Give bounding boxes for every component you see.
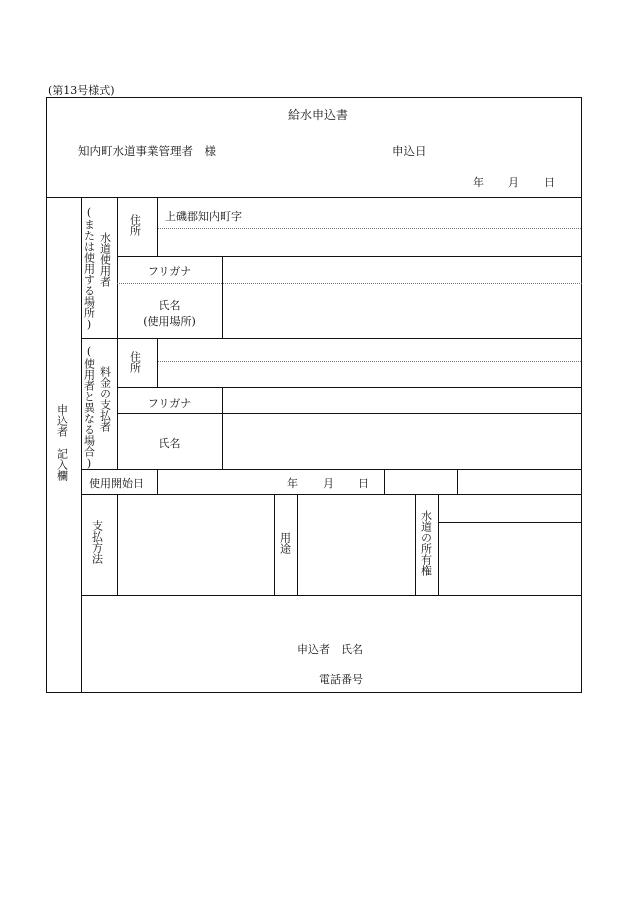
payer-section-main: 料金の支払者 — [98, 366, 112, 432]
payer-furigana-label: フリガナ — [147, 397, 192, 410]
application-date-label: 申込日 — [392, 144, 427, 158]
phone-number-label: 電話番号 — [319, 673, 363, 686]
applicant-column-divider — [81, 197, 82, 693]
water-user-furigana-label: フリガナ — [147, 265, 192, 278]
start-date-label: 使用開始日 — [89, 477, 144, 490]
start-date-month-unit: 月 — [323, 477, 334, 490]
payer-address-field[interactable] — [160, 341, 580, 385]
water-user-address-label: 住所 — [128, 214, 142, 236]
water-user-address-divider — [157, 197, 158, 256]
form-title: 給水申込書 — [288, 108, 349, 122]
usage-right-divider — [297, 494, 298, 595]
ownership-field-bottom[interactable] — [440, 525, 580, 593]
form-number: (第13号様式) — [48, 84, 115, 97]
payer-address-label: 住所 — [128, 351, 142, 373]
payment-method-label: 支払方法 — [90, 520, 104, 564]
header-divider — [46, 197, 582, 198]
payer-section-sub: (使用者と異なる場合) — [82, 345, 96, 470]
start-date-divider-2 — [457, 469, 458, 494]
water-user-name-sub-label: (使用場所) — [143, 315, 196, 328]
payer-name-label: 氏名 — [158, 437, 181, 450]
start-date-day-unit: 日 — [358, 477, 369, 490]
application-date-day-unit: 日 — [544, 176, 555, 189]
application-date-month-unit: 月 — [508, 176, 519, 189]
usage-left-divider — [274, 494, 275, 595]
usage-row-bottom-line — [81, 595, 582, 596]
usage-field[interactable] — [299, 497, 413, 593]
water-user-address-dotted-line — [158, 228, 581, 229]
water-ownership-label: 水道の所有権 — [419, 510, 433, 576]
water-user-section-main: 水道使用者 — [98, 232, 112, 287]
water-user-name-label: 氏名 — [158, 299, 181, 312]
payer-furigana-top-line — [117, 387, 582, 388]
usage-label: 用途 — [278, 532, 292, 554]
water-user-section-sub: (または使用する場所) — [82, 206, 96, 331]
water-user-address-value[interactable]: 上磯郡知内町字 — [165, 210, 242, 223]
water-user-furigana-top-line — [117, 256, 582, 257]
addressee: 知内町水道事業管理者 様 — [78, 144, 216, 158]
start-date-divider-1 — [384, 469, 385, 494]
application-date-year-unit: 年 — [473, 176, 484, 189]
ownership-split-line — [438, 522, 582, 523]
payment-method-divider — [117, 494, 118, 595]
payment-method-field[interactable] — [119, 497, 273, 593]
applicant-name-label: 申込者 氏名 — [297, 643, 363, 656]
applicant-section-label: 申込者 記入欄 — [55, 404, 69, 481]
water-user-furigana-dotted-line — [117, 283, 582, 284]
ownership-left-divider — [415, 494, 416, 595]
payer-furigana-bottom-line — [117, 413, 582, 414]
start-date-year-unit: 年 — [287, 477, 298, 490]
start-date-label-divider — [157, 469, 158, 494]
ownership-right-divider — [438, 494, 439, 595]
payer-address-divider — [157, 338, 158, 387]
ownership-field-top[interactable] — [440, 497, 580, 520]
water-user-name-field[interactable] — [223, 290, 581, 336]
payer-name-field[interactable] — [223, 416, 581, 466]
start-date-bottom-line — [81, 494, 582, 495]
